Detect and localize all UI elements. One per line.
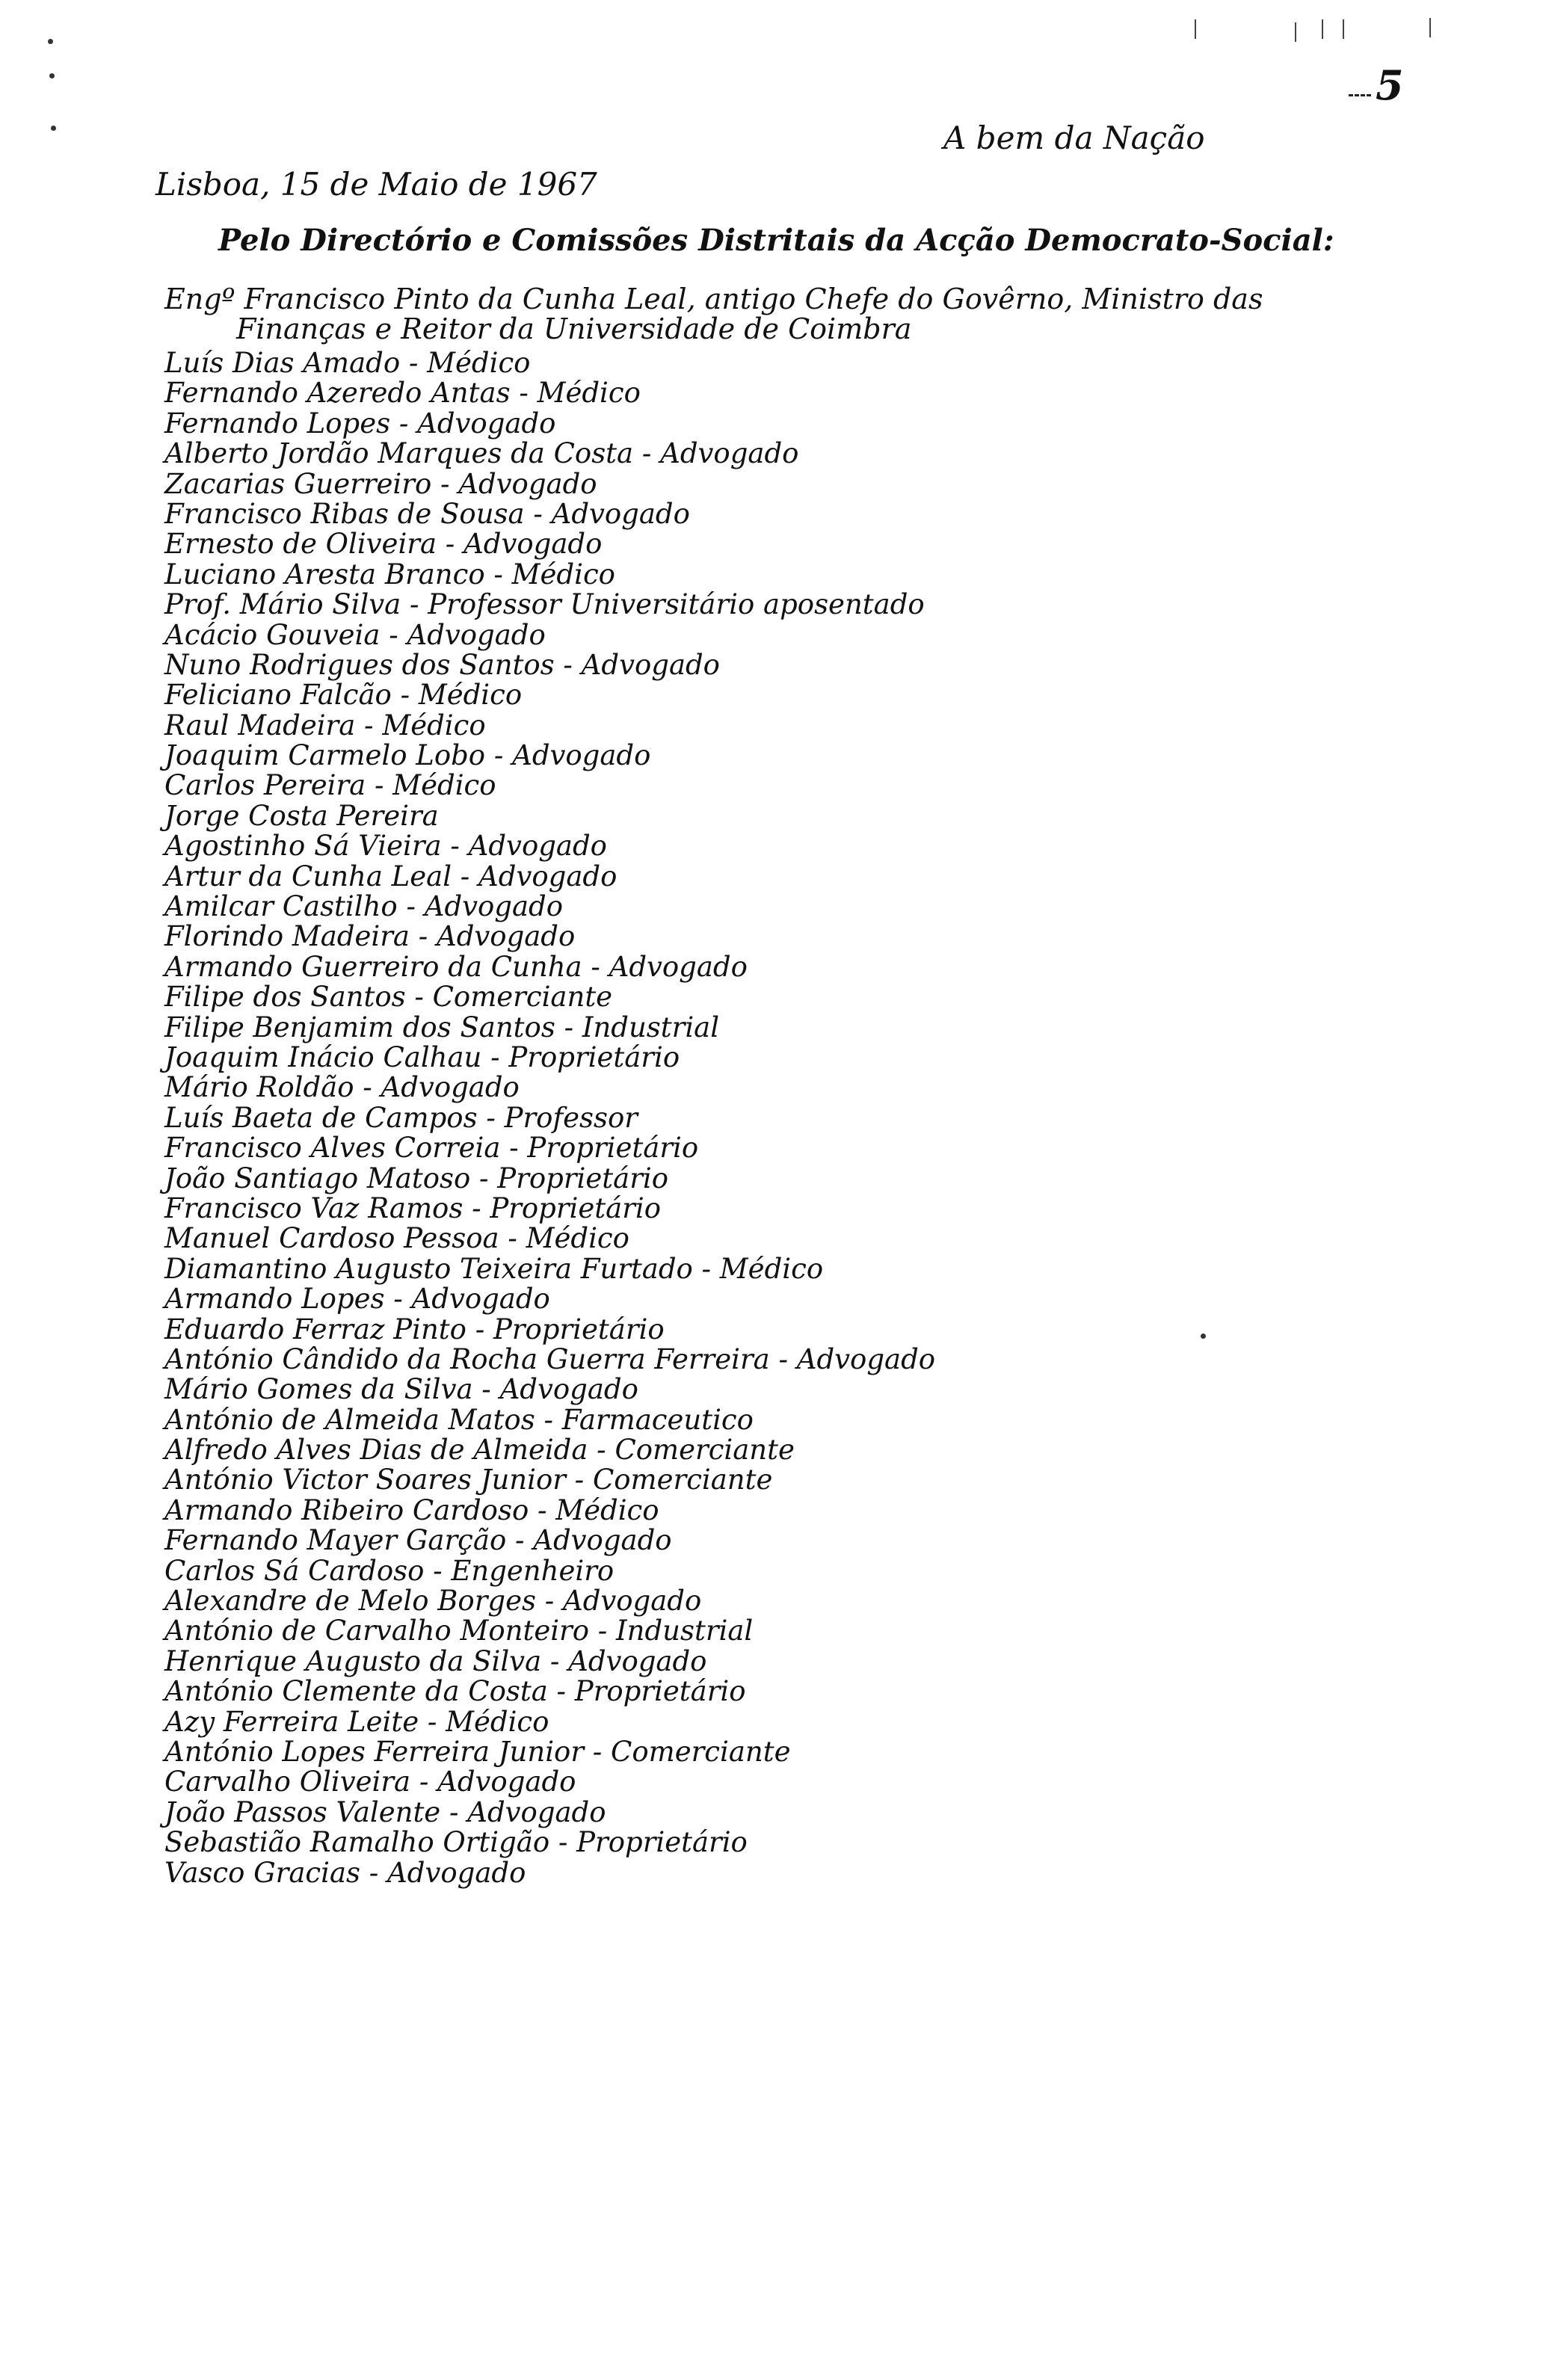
signatory-entry: Prof. Mário Silva - Professor Universitário aposentado: [164, 588, 925, 621]
motto: A bem da Nação: [943, 120, 1205, 156]
signatory-entry: Carlos Sá Cardoso - Engenheiro: [164, 1554, 615, 1587]
signatory-entry: Alberto Jordão Marques da Costa - Advogado: [164, 437, 799, 470]
signatory-entry: Agostinho Sá Vieira - Advogado: [164, 830, 607, 863]
margin-speck: [49, 73, 55, 78]
signatory-entry: Sebastião Ramalho Ortigão - Proprietário: [164, 1826, 748, 1859]
signatory-entry: Luís Dias Amado - Médico: [164, 347, 531, 379]
signatory-entry: Nuno Rodrigues dos Santos - Advogado: [164, 648, 720, 681]
margin-speck: [1201, 1334, 1206, 1339]
margin-speck: [51, 126, 56, 131]
signatory-entry: Alfredo Alves Dias de Almeida - Comerciante: [164, 1434, 795, 1467]
signatory-entry: Feliciano Falcão - Médico: [164, 679, 523, 712]
signatory-entry: Alexandre de Melo Borges - Advogado: [164, 1585, 702, 1618]
signatory-entry: Diamantino Augusto Teixeira Furtado - Médico: [164, 1252, 824, 1285]
signatory-entry: Manuel Cardoso Pessoa - Médico: [164, 1222, 629, 1255]
signatory-entry: Ernesto de Oliveira - Advogado: [164, 528, 603, 561]
signatory-entry: João Santiago Matoso - Proprietário: [164, 1162, 668, 1194]
signatory-entry: Joaquim Carmelo Lobo - Advogado: [164, 739, 651, 772]
signatory-entry: Fernando Mayer Garção - Advogado: [164, 1524, 672, 1557]
signatory-entry: Luís Baeta de Campos - Professor: [164, 1101, 638, 1134]
dateline: Lisboa, 15 de Maio de 1967: [155, 166, 597, 203]
margin-tick: [1322, 19, 1323, 39]
signatory-entry: António Victor Soares Junior - Comerciante: [164, 1464, 773, 1496]
signatory-entry: Amilcar Castilho - Advogado: [164, 890, 564, 923]
signatory-entry: Eduardo Ferraz Pinto - Proprietário: [164, 1313, 665, 1345]
signatory-entry: Henrique Augusto da Silva - Advogado: [164, 1644, 707, 1677]
signatory-entry: António Cândido da Rocha Guerra Ferreira - Advogado: [164, 1342, 936, 1375]
signatories-list: [164, 348, 935, 1888]
first-signatory-line-2: Finanças e Reitor da Universidade de Coimbra: [236, 312, 912, 345]
signatory-entry: João Passos Valente - Advogado: [164, 1795, 606, 1828]
margin-tick: [1429, 18, 1431, 37]
signatory-entry: Armando Guerreiro da Cunha - Advogado: [164, 950, 748, 983]
signatory-entry: Francisco Vaz Ramos - Proprietário: [164, 1191, 662, 1224]
first-signatory: [164, 284, 1390, 344]
signatory-entry: Fernando Lopes - Advogado: [164, 407, 556, 440]
signatory-entry: Raul Madeira - Médico: [164, 709, 486, 742]
first-signatory-line-1: Engº Francisco Pinto da Cunha Leal, antigo Chefe do Govêrno, Ministro das: [164, 283, 1263, 315]
signatory-entry: Carvalho Oliveira - Advogado: [164, 1766, 576, 1798]
signatory-entry: Florindo Madeira - Advogado: [164, 920, 576, 953]
signatory-entry: António Clemente da Costa - Proprietário: [164, 1675, 746, 1708]
signatory-entry: Jorge Costa Pereira: [164, 799, 439, 832]
signatory-entry: Armando Ribeiro Cardoso - Médico: [164, 1493, 659, 1526]
signatory-entry: Carlos Pereira - Médico: [164, 769, 496, 802]
signatory-entry: Filipe dos Santos - Comerciante: [164, 981, 613, 1014]
signatory-entry: Filipe Benjamim dos Santos - Industrial: [164, 1011, 720, 1043]
signatory-entry: Vasco Gracias - Advogado: [164, 1856, 526, 1889]
signatory-entry: Fernando Azeredo Antas - Médico: [164, 377, 641, 410]
margin-tick: [1195, 19, 1196, 39]
margin-speck: [48, 39, 53, 44]
document-heading: Pelo Directório e Comissões Distritais da Acção Democrato-Social:: [218, 223, 1334, 258]
margin-tick: [1295, 22, 1296, 42]
signatory-entry: Mário Gomes da Silva - Advogado: [164, 1373, 638, 1406]
signatory-entry: Joaquim Inácio Calhau - Proprietário: [164, 1041, 680, 1073]
signatory-entry: Artur da Cunha Leal - Advogado: [164, 860, 617, 892]
page-number: 5: [1376, 61, 1404, 109]
signatory-entry: António de Carvalho Monteiro - Industrial: [164, 1615, 754, 1647]
signatory-entry: António de Almeida Matos - Farmaceutico: [164, 1403, 754, 1436]
signatory-entry: Francisco Ribas de Sousa - Advogado: [164, 497, 690, 530]
margin-tick: [1343, 19, 1344, 39]
signatory-entry: Zacarias Guerreiro - Advogado: [164, 467, 597, 500]
signatory-entry: Luciano Aresta Branco - Médico: [164, 558, 615, 591]
signatory-entry: Azy Ferreira Leite - Médico: [164, 1705, 549, 1738]
signatory-entry: António Lopes Ferreira Junior - Comerciante: [164, 1735, 791, 1768]
signatory-entry: Acácio Gouveia - Advogado: [164, 618, 546, 651]
signatory-entry: Mário Roldão - Advogado: [164, 1071, 520, 1104]
signatory-entry: Francisco Alves Correia - Proprietário: [164, 1132, 699, 1165]
signatory-entry: Armando Lopes - Advogado: [164, 1283, 550, 1316]
